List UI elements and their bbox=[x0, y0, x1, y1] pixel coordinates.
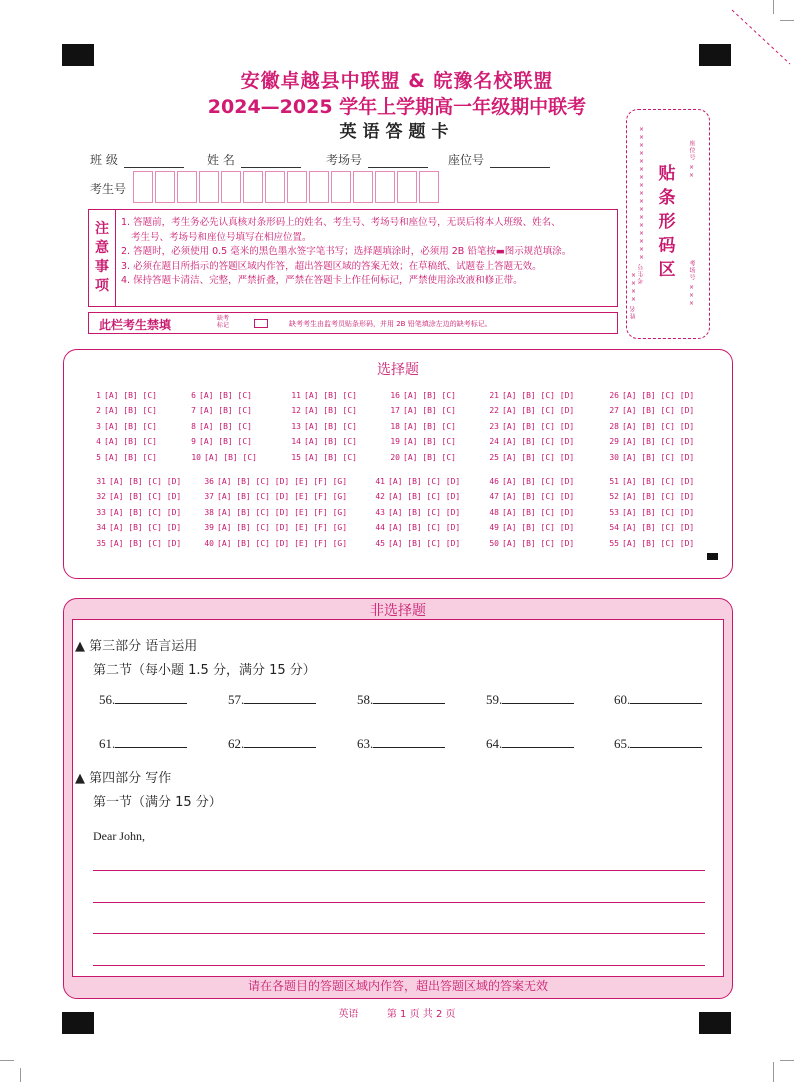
crop-mark bbox=[773, 1062, 774, 1082]
answer-options[interactable]: [A] [B] [C] [D] bbox=[388, 538, 461, 548]
choice-question-25[interactable] bbox=[487, 453, 574, 462]
alignment-mark-top-right bbox=[699, 44, 731, 66]
choice-question-20[interactable] bbox=[388, 453, 456, 462]
answer-options[interactable]: [A] [B] [C] [D] bbox=[502, 492, 575, 502]
answer-options[interactable]: [A] [B] [C] bbox=[403, 391, 456, 400]
question-number: 15 bbox=[291, 452, 301, 462]
answer-options[interactable]: [A] [B] [C] [D] bbox=[502, 406, 575, 416]
student-no-box[interactable] bbox=[375, 171, 395, 203]
choice-question-26[interactable] bbox=[607, 391, 694, 400]
question-number: 50 bbox=[489, 538, 499, 548]
answer-options[interactable]: [A] [B] [C] bbox=[403, 452, 456, 462]
choice-question-30[interactable] bbox=[607, 453, 694, 462]
name-field[interactable]: 姓 名 bbox=[207, 151, 301, 168]
choice-question-18[interactable] bbox=[388, 422, 456, 431]
choice-question-12[interactable] bbox=[289, 406, 357, 415]
question-number: 39 bbox=[204, 523, 214, 533]
choice-question-19[interactable] bbox=[388, 437, 456, 446]
choice-question-17[interactable] bbox=[388, 406, 456, 415]
question-number: 51 bbox=[609, 477, 619, 486]
choice-question-49[interactable] bbox=[487, 523, 574, 532]
student-no-box[interactable] bbox=[265, 171, 285, 203]
question-number: 11 bbox=[291, 391, 301, 400]
notice-item: 4. 保持答题卡清洁、完整，严禁折叠，严禁在答题卡上作任何标记，严禁使用涂改液和修正带。 bbox=[121, 275, 523, 287]
question-number: 26 bbox=[609, 391, 619, 400]
barcode-label: 贴 条 形 码 区 bbox=[658, 164, 676, 280]
part3-subheading: 第二节（每小题 1.5 分，满分 15 分） bbox=[93, 663, 316, 678]
question-number: 25 bbox=[489, 452, 499, 462]
question-number: 23 bbox=[489, 421, 499, 431]
question-number: 19 bbox=[390, 437, 400, 447]
notice-item: 2. 答题时，必须使用 0.5 毫米的黑色墨水签字笔书写；选择题填涂时，必须用 2B 铅笔按▬图示规范填涂。 bbox=[121, 246, 572, 258]
blank-64[interactable]: 64. bbox=[486, 735, 574, 752]
answer-options[interactable]: [A] [B] [C] bbox=[104, 391, 157, 400]
question-number: 41 bbox=[375, 477, 385, 486]
choice-question-33[interactable] bbox=[94, 508, 181, 517]
question-number: 48 bbox=[489, 507, 499, 517]
answer-options[interactable]: [A] [B] [C] [D] bbox=[622, 523, 695, 533]
question-number: 8 bbox=[191, 421, 196, 431]
choice-question-24[interactable] bbox=[487, 437, 574, 446]
answer-options[interactable]: [A] [B] [C] [D] bbox=[109, 477, 182, 486]
choice-question-51[interactable] bbox=[607, 477, 694, 486]
answer-options[interactable]: [A] [B] [C] bbox=[304, 391, 357, 400]
student-no-label: 考生号 bbox=[90, 182, 127, 196]
choice-question-23[interactable] bbox=[487, 422, 574, 431]
question-number: 34 bbox=[96, 523, 106, 533]
question-number: 38 bbox=[204, 507, 214, 517]
answer-options[interactable]: [A] [B] [C] [D] bbox=[388, 492, 461, 502]
writing-line[interactable] bbox=[93, 965, 705, 966]
answer-options[interactable]: [A] [B] [C] [D] bbox=[622, 538, 695, 548]
answer-options[interactable]: [A] [B] [C] [D] bbox=[622, 452, 695, 462]
question-number: 22 bbox=[489, 406, 499, 416]
writing-line[interactable] bbox=[93, 933, 705, 934]
choice-question-47[interactable] bbox=[487, 492, 574, 501]
barcode-studentno-hint: 考生号 ××××××××××××××××× bbox=[638, 124, 645, 284]
title-alliance: 安徽卓越县中联盟 & 皖豫名校联盟 bbox=[240, 70, 554, 92]
choice-question-45[interactable] bbox=[373, 539, 460, 548]
question-number: 12 bbox=[291, 406, 301, 416]
choice-question-35[interactable] bbox=[94, 539, 181, 548]
part3-heading: ▲ 第三部分 语言运用 bbox=[75, 639, 198, 654]
question-number: 1 bbox=[96, 391, 101, 400]
blank-59[interactable]: 59. bbox=[486, 691, 574, 708]
choice-question-44[interactable] bbox=[373, 523, 460, 532]
answer-options[interactable]: [A] [B] [C] [D] bbox=[388, 507, 461, 517]
answer-options[interactable]: [A] [B] [C] [D] bbox=[388, 523, 461, 533]
choice-question-10[interactable] bbox=[189, 453, 257, 462]
choice-question-21[interactable] bbox=[487, 391, 574, 400]
question-number: 10 bbox=[191, 452, 201, 462]
choice-question-3[interactable] bbox=[94, 422, 157, 431]
choice-question-41[interactable] bbox=[373, 477, 460, 486]
answer-options[interactable]: [A] [B] [C] [D] bbox=[109, 523, 182, 533]
blank-58[interactable]: 58. bbox=[357, 691, 445, 708]
choice-question-14[interactable] bbox=[289, 437, 357, 446]
question-number: 17 bbox=[390, 406, 400, 416]
crop-mark bbox=[0, 1060, 14, 1061]
student-no-box[interactable] bbox=[155, 171, 175, 203]
title-card: 英语答题卡 bbox=[339, 122, 455, 142]
footer-page: 第 1 页 共 2 页 bbox=[386, 1009, 456, 1020]
answer-options[interactable]: [A] [B] [C] [D] bbox=[622, 437, 695, 447]
answer-options[interactable]: [A] [B] [C] [D] [E] [F] [G] bbox=[217, 477, 348, 486]
question-number: 3 bbox=[96, 421, 101, 431]
barcode-room-hint: 考场号 ××× bbox=[688, 260, 695, 308]
choice-question-9[interactable] bbox=[189, 437, 252, 446]
choice-question-11[interactable] bbox=[289, 391, 357, 400]
question-number: 14 bbox=[291, 437, 301, 447]
nonchoice-section bbox=[63, 598, 733, 999]
choice-question-54[interactable] bbox=[607, 523, 694, 532]
choice-question-37[interactable] bbox=[202, 492, 347, 501]
question-number: 35 bbox=[96, 538, 106, 548]
question-number: 28 bbox=[609, 421, 619, 431]
answer-options[interactable]: [A] [B] [C] [D] bbox=[622, 406, 695, 416]
alignment-mark-top-left bbox=[62, 44, 94, 66]
blank-60[interactable]: 60. bbox=[614, 691, 702, 708]
choice-question-53[interactable] bbox=[607, 508, 694, 517]
question-number: 33 bbox=[96, 507, 106, 517]
blank-61[interactable]: 61. bbox=[99, 735, 187, 752]
choice-question-32[interactable] bbox=[94, 492, 181, 501]
answer-options[interactable]: [A] [B] [C] [D] bbox=[622, 391, 695, 400]
answer-options[interactable]: [A] [B] [C] [D] bbox=[622, 421, 695, 431]
choice-question-39[interactable] bbox=[202, 523, 347, 532]
answer-options[interactable]: [A] [B] [C] [D] [E] [F] [G] bbox=[217, 523, 348, 533]
choice-question-34[interactable] bbox=[94, 523, 181, 532]
answer-options[interactable]: [A] [B] [C] bbox=[304, 437, 357, 447]
question-number: 29 bbox=[609, 437, 619, 447]
student-no-box[interactable] bbox=[221, 171, 241, 203]
answer-options[interactable]: [A] [B] [C] bbox=[104, 452, 157, 462]
answer-options[interactable]: [A] [B] [C] [D] bbox=[109, 538, 182, 548]
blank-56[interactable]: 56. bbox=[99, 691, 187, 708]
blank-63[interactable]: 63. bbox=[357, 735, 445, 752]
choice-question-43[interactable] bbox=[373, 508, 460, 517]
choice-question-38[interactable] bbox=[202, 508, 347, 517]
answer-options[interactable]: [A] [B] [C] bbox=[104, 421, 157, 431]
choice-question-28[interactable] bbox=[607, 422, 694, 431]
student-no-box[interactable] bbox=[133, 171, 153, 203]
page-footer bbox=[0, 1005, 794, 1020]
choice-question-46[interactable] bbox=[487, 477, 574, 486]
question-number: 42 bbox=[375, 492, 385, 502]
student-no-box[interactable] bbox=[177, 171, 197, 203]
choice-question-7[interactable] bbox=[189, 406, 252, 415]
student-no-box[interactable] bbox=[397, 171, 417, 203]
footer-subject: 英语 bbox=[338, 1009, 359, 1020]
absent-note: 缺考考生由监考员贴条形码，并用 2B 铅笔填涂左边的缺考标记。 bbox=[289, 320, 492, 328]
choice-question-55[interactable] bbox=[607, 539, 694, 548]
answer-options[interactable]: [A] [B] [C] bbox=[304, 406, 357, 416]
answer-options[interactable]: [A] [B] [C] [D] bbox=[622, 492, 695, 502]
answer-options[interactable]: [A] [B] [C] [D] bbox=[109, 492, 182, 502]
student-no-box[interactable] bbox=[419, 171, 439, 203]
choice-question-31[interactable] bbox=[94, 477, 181, 486]
question-number: 36 bbox=[204, 477, 214, 486]
crop-mark bbox=[20, 1068, 21, 1082]
choice-question-5[interactable] bbox=[94, 453, 157, 462]
choice-question-15[interactable] bbox=[289, 453, 357, 462]
answer-options[interactable]: [A] [B] [C] [D] [E] [F] [G] bbox=[217, 538, 348, 548]
fold-line bbox=[730, 8, 794, 68]
choice-question-8[interactable] bbox=[189, 422, 252, 431]
question-number: 20 bbox=[390, 452, 400, 462]
blank-62[interactable]: 62. bbox=[228, 735, 316, 752]
absent-mark-box[interactable] bbox=[254, 319, 268, 328]
question-number: 24 bbox=[489, 437, 499, 447]
question-number: 6 bbox=[191, 391, 196, 400]
answer-options[interactable]: [A] [B] [C] bbox=[403, 406, 456, 416]
question-number: 7 bbox=[191, 406, 196, 416]
exam-room-field[interactable]: 考场号 bbox=[326, 151, 428, 168]
answer-options[interactable]: [A] [B] [C] [D] bbox=[502, 452, 575, 462]
notice-item: 1. 答题前，考生务必先认真核对条形码上的姓名、考生号、考场号和座位号，无误后将本人班级、姓名、 bbox=[121, 217, 561, 228]
choice-question-13[interactable] bbox=[289, 422, 357, 431]
question-number: 37 bbox=[204, 492, 214, 502]
forbidden-area bbox=[88, 312, 618, 334]
class-field[interactable]: 班 级 bbox=[90, 151, 184, 168]
nonchoice-title: 非选择题 bbox=[370, 603, 426, 619]
question-number: 46 bbox=[489, 477, 499, 486]
crop-mark bbox=[780, 1060, 794, 1061]
answer-options[interactable]: [A] [B] [C] [D] bbox=[622, 477, 695, 486]
question-number: 52 bbox=[609, 492, 619, 502]
question-number: 31 bbox=[96, 477, 106, 486]
question-number: 5 bbox=[96, 452, 101, 462]
choice-question-29[interactable] bbox=[607, 437, 694, 446]
answer-options[interactable]: [A] [B] [C] [D] [E] [F] [G] bbox=[217, 507, 348, 517]
answer-options[interactable]: [A] [B] [C] bbox=[403, 421, 456, 431]
choice-question-1[interactable] bbox=[94, 391, 157, 400]
letter-greeting: Dear John, bbox=[93, 829, 145, 843]
answer-options[interactable]: [A] [B] [C] bbox=[304, 452, 357, 462]
timing-mark bbox=[707, 553, 718, 560]
writing-line[interactable] bbox=[93, 902, 705, 903]
question-number: 32 bbox=[96, 492, 106, 502]
answer-options[interactable]: [A] [B] [C] bbox=[104, 437, 157, 447]
answer-options[interactable]: [A] [B] [C] [D] bbox=[502, 523, 575, 533]
writing-line[interactable] bbox=[93, 870, 705, 871]
part4-heading: ▲ 第四部分 写作 bbox=[75, 771, 172, 786]
question-number: 16 bbox=[390, 391, 400, 400]
question-number: 49 bbox=[489, 523, 499, 533]
choice-question-2[interactable] bbox=[94, 406, 157, 415]
answer-options[interactable]: [A] [B] [C] [D] bbox=[502, 507, 575, 517]
question-number: 45 bbox=[375, 538, 385, 548]
question-number: 21 bbox=[489, 391, 499, 400]
question-number: 9 bbox=[191, 437, 196, 447]
question-number: 44 bbox=[375, 523, 385, 533]
answer-options[interactable]: [A] [B] [C] bbox=[199, 437, 252, 447]
blank-65[interactable]: 65. bbox=[614, 735, 702, 752]
part4-subheading: 第一节（满分 15 分） bbox=[93, 795, 222, 810]
answer-options[interactable]: [A] [B] [C] [D] bbox=[502, 437, 575, 447]
question-number: 55 bbox=[609, 538, 619, 548]
answer-options[interactable]: [A] [B] [C] bbox=[199, 391, 252, 400]
question-number: 53 bbox=[609, 507, 619, 517]
student-no-box[interactable] bbox=[309, 171, 329, 203]
choice-question-16[interactable] bbox=[388, 391, 456, 400]
student-no-box[interactable] bbox=[287, 171, 307, 203]
choice-question-50[interactable] bbox=[487, 539, 574, 548]
seat-field[interactable]: 座位号 bbox=[448, 151, 550, 168]
choice-question-6[interactable] bbox=[189, 391, 252, 400]
answer-options[interactable]: [A] [B] [C] bbox=[304, 421, 357, 431]
answer-options[interactable]: [A] [B] [C] [D] bbox=[622, 507, 695, 517]
student-no-box[interactable] bbox=[331, 171, 351, 203]
blank-57[interactable]: 57. bbox=[228, 691, 316, 708]
student-no-box[interactable] bbox=[199, 171, 219, 203]
choice-question-4[interactable] bbox=[94, 437, 157, 446]
question-number: 2 bbox=[96, 406, 101, 416]
question-number: 18 bbox=[390, 421, 400, 431]
choice-question-22[interactable] bbox=[487, 406, 574, 415]
choice-title: 选择题 bbox=[377, 362, 419, 378]
question-number: 4 bbox=[96, 437, 101, 447]
answer-area-warning: 请在各题目的答题区域内作答，超出答题区域的答案无效 bbox=[247, 979, 548, 993]
choice-question-52[interactable] bbox=[607, 492, 694, 501]
choice-question-27[interactable] bbox=[607, 406, 694, 415]
choice-question-48[interactable] bbox=[487, 508, 574, 517]
question-number: 40 bbox=[204, 538, 214, 548]
choice-section bbox=[63, 349, 733, 579]
question-number: 30 bbox=[609, 452, 619, 462]
question-number: 27 bbox=[609, 406, 619, 416]
choice-question-42[interactable] bbox=[373, 492, 460, 501]
question-number: 54 bbox=[609, 523, 619, 533]
answer-options[interactable]: [A] [B] [C] bbox=[104, 406, 157, 416]
notice-box bbox=[88, 209, 618, 307]
student-no-box[interactable] bbox=[243, 171, 263, 203]
choice-question-36[interactable] bbox=[202, 477, 347, 486]
barcode-name-hint: 姓名 ×××× bbox=[630, 270, 637, 319]
notice-label: 注 意 事 项 bbox=[89, 210, 116, 306]
question-number: 47 bbox=[489, 492, 499, 502]
answer-options[interactable]: [A] [B] [C] [D] bbox=[502, 477, 575, 486]
answer-area[interactable] bbox=[72, 619, 724, 977]
absent-mark-label: 缺考 标记 bbox=[217, 315, 230, 329]
answer-options[interactable]: [A] [B] [C] [D] bbox=[502, 421, 575, 431]
answer-options[interactable]: [A] [B] [C] [D] bbox=[388, 477, 461, 486]
answer-options[interactable]: [A] [B] [C] [D] bbox=[502, 391, 575, 400]
notice-item: 3. 必须在题目所指示的答题区域内作答，超出答题区域的答案无效；在草稿纸、试题卷上答题无效。 bbox=[121, 260, 542, 272]
forbidden-label: 此栏考生禁填 bbox=[99, 318, 172, 332]
title-exam: 2024—2025 学年上学期高一年级期中联考 bbox=[207, 96, 587, 118]
barcode-area bbox=[626, 109, 710, 339]
answer-options[interactable]: [A] [B] [C] [D] bbox=[109, 507, 182, 517]
choice-question-40[interactable] bbox=[202, 539, 347, 548]
answer-options[interactable]: [A] [B] [C] bbox=[403, 437, 456, 447]
question-number: 43 bbox=[375, 507, 385, 517]
answer-options[interactable]: [A] [B] [C] [D] bbox=[502, 538, 575, 548]
notice-item: 考生号、考场号和座位号填写在相应位置。 bbox=[131, 231, 312, 243]
answer-options[interactable]: [A] [B] [C] bbox=[199, 421, 252, 431]
question-number: 13 bbox=[291, 421, 301, 431]
answer-options[interactable]: [A] [B] [C] bbox=[199, 406, 252, 416]
answer-options[interactable]: [A] [B] [C] bbox=[204, 452, 257, 462]
barcode-seat-hint: 座位号 ×× bbox=[688, 140, 695, 180]
answer-options[interactable]: [A] [B] [C] [D] [E] [F] [G] bbox=[217, 492, 348, 502]
student-no-box[interactable] bbox=[353, 171, 373, 203]
